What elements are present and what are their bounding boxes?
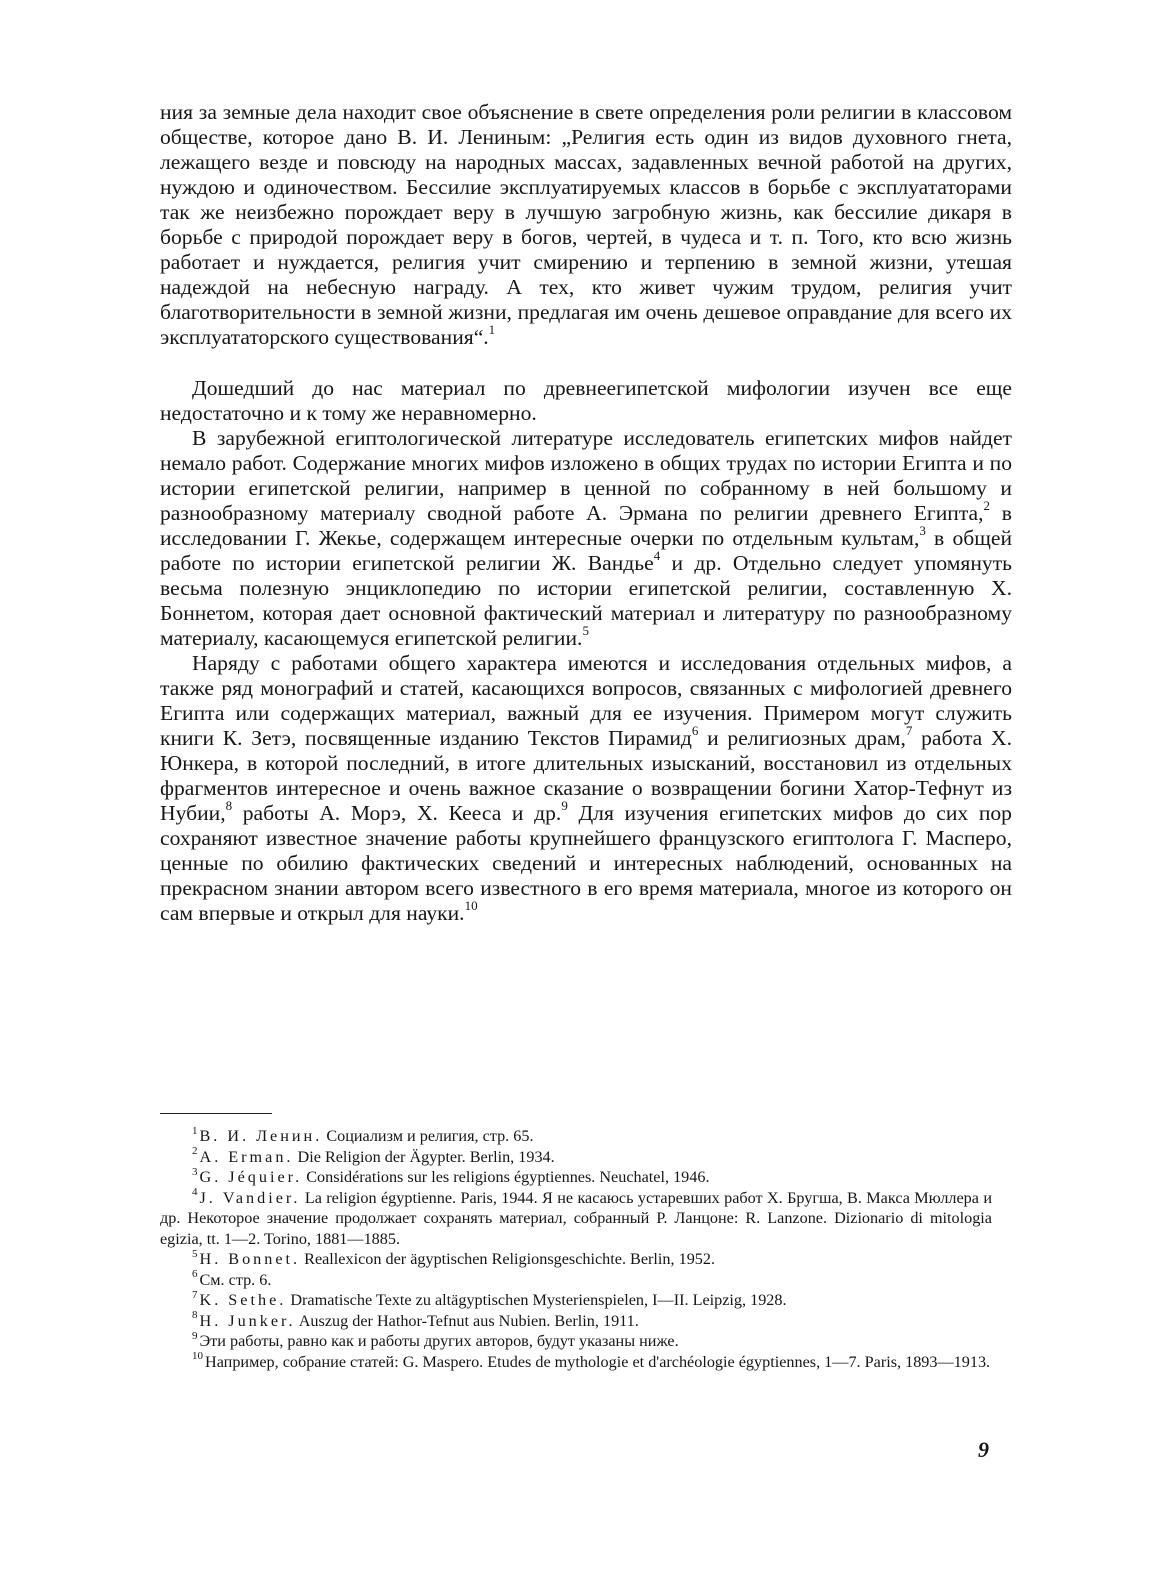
footnote-7: $^7$ K. Sethe. Dramatische Texte zu altägyptischen Mysterienspielen, I—II. Leipzig, 1928. xyxy=(192,1288,787,1309)
footnote-2: $^2$ A. Erman. Die Religion der Ägypter. Berlin, 1934. xyxy=(192,1145,555,1166)
footnote-1: $^1$ В. И. Ленин. Социализм и религия, стр. 65. xyxy=(192,1124,534,1145)
footnote-4: $^4$ J. Vandier. La religion égyptienne. Paris, 1944. Я не касаюсь устаревших работ Х. Бругша, В. Макса Мюллера и др. Некоторое значение продолжает сохранять материал, собранный Р. Ланцоне: R. Lanzone. Dizionario di mitologia egizia, tt. 1—2. Torino, 1881—1885. xyxy=(160,1186,993,1248)
footnote-ref-5[interactable]: 5 xyxy=(582,622,589,638)
footnote-ref-9[interactable]: 9 xyxy=(561,797,568,813)
footnote-ref-2[interactable]: 2 xyxy=(983,497,991,513)
footnote-ref-4[interactable]: 4 xyxy=(653,547,661,563)
footnotes xyxy=(160,1126,992,1372)
main-text xyxy=(160,100,1012,926)
page-number: 9 xyxy=(978,1437,989,1462)
paragraph-3: В зарубежной египтологической литературе исследователь египетских мифов найдет немало работ. Содержание многих мифов изложено в общих трудах по истории Египта и по истории египетской религии, например в ценной по собранному в ней большому и разнообразному материалу сводной работе А. Эрмана по религии древнего Египта,$^2$ в исследовании Г. Жекье, содержащем интересные очерки по отдельным культам,$^3$ в общей работе по истории египетской религии Ж. Вандье$^4$ и др. Отдельно следует упомянуть весьма полезную энциклопедию по истории египетской религии, составленную Х. Боннетом, которая дает основной фактический материал и литературу по разнообразному материалу, касающемуся египетской религии.$^5$ xyxy=(160,426,1012,650)
footnote-ref-3[interactable]: 3 xyxy=(919,522,926,538)
paragraph-1: ния за земные дела находит свое объяснение в свете определения роли религии в классовом обществе, которое дано В. И. Лениным: „Религия есть один из видов духовного гнета, лежащего везде и повсюду на народных массах, задавленных вечной работой на других, нуждою и одиночеством. Бессилие эксплуатируемых классов в борьбе с эксплуататорами так же неизбежно порождает веру в лучшую загробную жизнь, как бессилие дикаря в борьбе с природой порождает веру в богов, чертей, в чудеса и т. п. Того, кто всю жизнь работает и нуждается, религия учит смирению и терпению в земной жизни, утешая надеждой на небесную награду. А тех, кто живет чужим трудом, религия учит благотворительности в земной жизни, предлагая им очень дешевое оправдание для всего их эксплуататорского существования“.$^1$ xyxy=(160,100,1012,349)
paragraph-2: Дошедший до нас материал по древнеегипетской мифологии изучен все еще недостаточно и к тому же неравномерно. xyxy=(160,376,1012,425)
footnote-6: $^6$ См. стр. 6. xyxy=(192,1268,272,1289)
paragraph-4: Наряду с работами общего характера имеются и исследования отдельных мифов, а также ряд монографий и статей, касающихся вопросов, связанных с мифологией древнего Египта или содержащих материал, важный для ее изучения. Примером могут служить книги К. Зетэ, посвященные изданию Текстов Пирамид$^6$ и религиозных драм,$^7$ работа Х. Юнкера, в которой последний, в итоге длительных изысканий, восстановил из отдельных фрагментов интересное и очень важное сказание о возвращении богини Хатор-Тефнут из Нубии,$^8$ работы А. Морэ, Х. Кееса и др.$^9$ Для изучения египетских мифов до сих пор сохраняют известное значение работы крупнейшего французского египтолога Г. Масперо, ценные по обилию фактических сведений и интересных наблюдений, основанных на прекрасном знании автором всего известного в его время материала, многое из которого он сам впервые и открыл для науки.$^{10}$ xyxy=(160,651,1012,925)
footnote-9: $^9$ Эти работы, равно как и работы других авторов, будут указаны ниже. xyxy=(192,1329,679,1350)
footnote-5: $^5$ H. Bonnet. Reallexicon der ägyptischen Religionsgeschichte. Berlin, 1952. xyxy=(192,1247,716,1268)
footnote-ref-6[interactable]: 6 xyxy=(691,722,699,738)
footnote-10: $^{10}$ Например, собрание статей: G. Maspero. Etudes de mythologie et d'archéologie égyptiennes, 1—7. Paris, 1893—1913. xyxy=(192,1350,991,1371)
footnote-ref-1[interactable]: 1 xyxy=(488,321,496,337)
footnote-divider xyxy=(160,1113,272,1114)
footnote-ref-10[interactable]: 10 xyxy=(464,897,478,913)
footnote-ref-7[interactable]: 7 xyxy=(905,722,913,738)
footnote-ref-8[interactable]: 8 xyxy=(225,797,233,813)
footnote-3: $^3$ G. Jéquier. Considérations sur les religions égyptiennes. Neuchatel, 1946. xyxy=(192,1165,710,1186)
footnote-8: $^8$ H. Junker. Auszug der Hathor-Tefnut aus Nubien. Berlin, 1911. xyxy=(192,1309,639,1330)
